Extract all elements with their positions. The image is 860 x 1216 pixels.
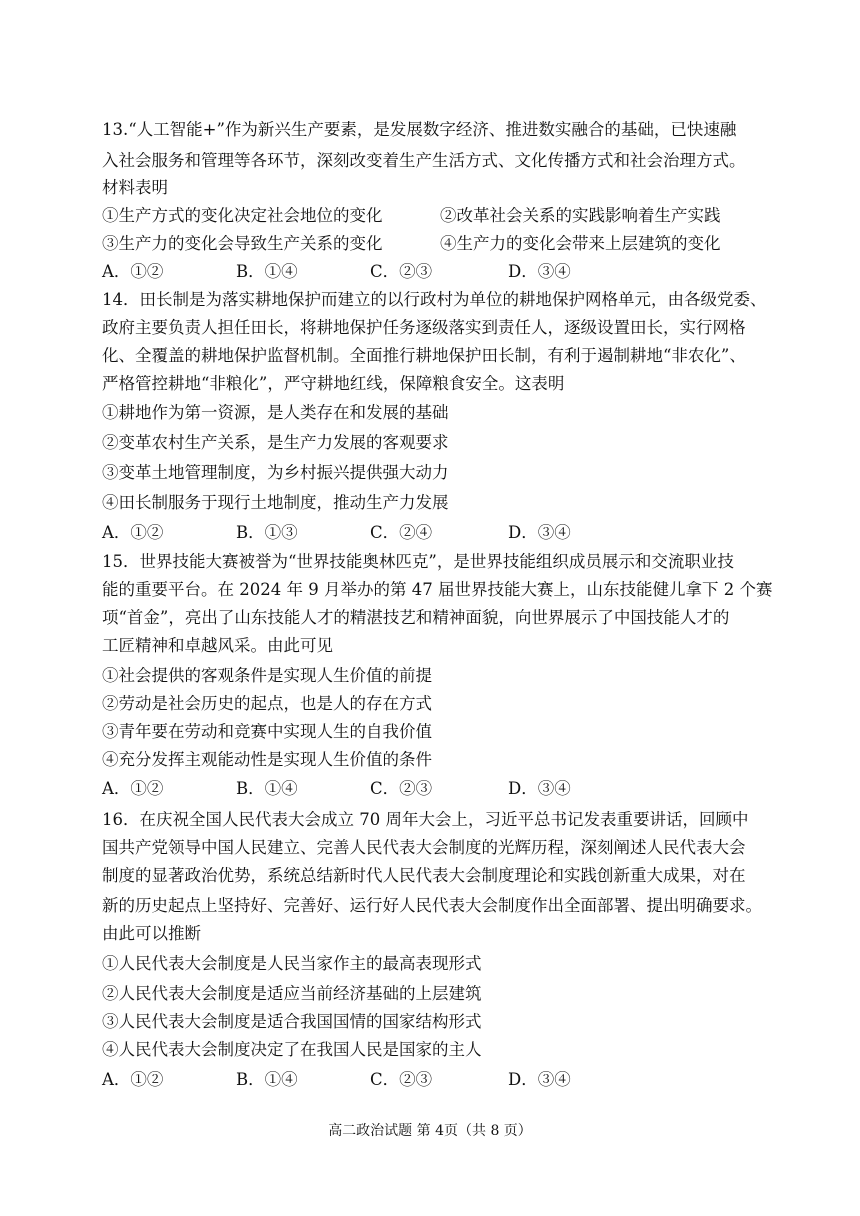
q13-statement-2: ②改革社会关系的实践影响着生产实践	[440, 206, 721, 225]
q15-statement-2: ②劳动是社会历史的起点，也是人的存在方式	[102, 694, 432, 713]
q14-stem-line-1: 14．田长制是为落实耕地保护而建立的以行政村为单位的耕地保护网格单元，由各级党委、	[102, 290, 767, 309]
q13-statement-4: ④生产力的变化会带来上层建筑的变化	[440, 234, 721, 253]
q14-statement-2: ②变革农村生产关系，是生产力发展的客观要求	[102, 433, 449, 452]
q16-statement-1: ①人民代表大会制度是人民当家作主的最高表现形式	[102, 954, 482, 973]
q14-stem-line-3: 化、全覆盖的耕地保护监督机制。全面推行耕地保护田长制，有利于遏制耕地“非农化”、	[102, 346, 746, 365]
q16-option-c: C．②③	[370, 1070, 433, 1089]
q14-option-b: B．①③	[236, 523, 298, 542]
q16-stem-line-1: 16．在庆祝全国人民代表大会成立 70 周年大会上，习近平总书记发表重要讲话，回顾中	[102, 810, 749, 829]
q14-stem-line-2: 政府主要负责人担任田长，将耕地保护任务逐级落实到责任人，逐级设置田长，实行网格	[102, 318, 746, 337]
q13-option-b: B．①④	[236, 262, 298, 281]
q13-stem-line-2: 入社会服务和管理等各环节，深刻改变着生产生活方式、文化传播方式和社会治理方式。	[102, 151, 746, 170]
q13-stem-line-3: 材料表明	[102, 178, 168, 197]
q15-option-c: C．②③	[370, 779, 433, 798]
q14-statement-3: ③变革土地管理制度，为乡村振兴提供强大动力	[102, 463, 449, 482]
q15-option-a: A．①②	[102, 779, 164, 798]
q13-option-a: A．①②	[102, 262, 164, 281]
q15-statement-4: ④充分发挥主观能动性是实现人生价值的条件	[102, 750, 432, 769]
q16-stem-line-4: 新的历史起点上坚持好、完善好、运行好人民代表大会制度作出全面部署、提出明确要求。	[102, 896, 762, 915]
q15-stem-line-2: 能的重要平台。在 2024 年 9 月举办的第 47 届世界技能大赛上，山东技能健儿拿下 2 个赛	[102, 580, 773, 599]
q16-option-d: D．③④	[508, 1070, 571, 1089]
q15-option-b: B．①④	[236, 779, 298, 798]
q15-stem-line-3: 项“首金”，亮出了山东技能人才的精湛技艺和精神面貌，向世界展示了中国技能人才的	[102, 608, 730, 627]
q16-option-b: B．①④	[236, 1070, 298, 1089]
q15-stem-line-4: 工匠精神和卓越风采。由此可见	[102, 636, 333, 655]
q13-option-c: C．②③	[370, 262, 433, 281]
q15-statement-1: ①社会提供的客观条件是实现人生价值的前提	[102, 666, 432, 685]
q13-statement-1: ①生产方式的变化决定社会地位的变化	[102, 206, 383, 225]
q14-option-c: C．②④	[370, 523, 433, 542]
q15-option-d: D．③④	[508, 779, 571, 798]
q14-stem-line-4: 严格管控耕地“非粮化”，严守耕地红线，保障粮食安全。这表明	[102, 374, 565, 393]
q14-option-d: D．③④	[508, 523, 571, 542]
q16-statement-2: ②人民代表大会制度是适应当前经济基础的上层建筑	[102, 984, 482, 1003]
q13-option-d: D．③④	[508, 262, 571, 281]
q16-statement-3: ③人民代表大会制度是适合我国国情的国家结构形式	[102, 1012, 482, 1031]
q14-statement-4: ④田长制服务于现行土地制度，推动生产力发展	[102, 493, 449, 512]
q16-statement-4: ④人民代表大会制度决定了在我国人民是国家的主人	[102, 1040, 482, 1059]
q14-option-a: A．①②	[102, 523, 164, 542]
q14-statement-1: ①耕地作为第一资源，是人类存在和发展的基础	[102, 403, 449, 422]
q13-statement-3: ③生产力的变化会导致生产关系的变化	[102, 234, 383, 253]
q15-stem-line-1: 15．世界技能大赛被誉为“世界技能奥林匹克”，是世界技能组织成员展示和交流职业技	[102, 552, 734, 571]
q15-statement-3: ③青年要在劳动和竞赛中实现人生的自我价值	[102, 722, 432, 741]
q16-option-a: A．①②	[102, 1070, 164, 1089]
q16-stem-line-3: 制度的显著政治优势，系统总结新时代人民代表大会制度理论和实践创新重大成果，对在	[102, 866, 746, 885]
q16-stem-line-5: 由此可以推断	[102, 924, 201, 943]
q16-stem-line-2: 国共产党领导中国人民建立、完善人民代表大会制度的光辉历程，深刻阐述人民代表大会	[102, 838, 746, 857]
q13-stem-line-1: 13.“人工智能+”作为新兴生产要素，是发展数字经济、推进数实融合的基础，已快速融	[102, 120, 737, 139]
page-footer: 高二政治试题 第 4页（共 8 页）	[328, 1123, 532, 1139]
